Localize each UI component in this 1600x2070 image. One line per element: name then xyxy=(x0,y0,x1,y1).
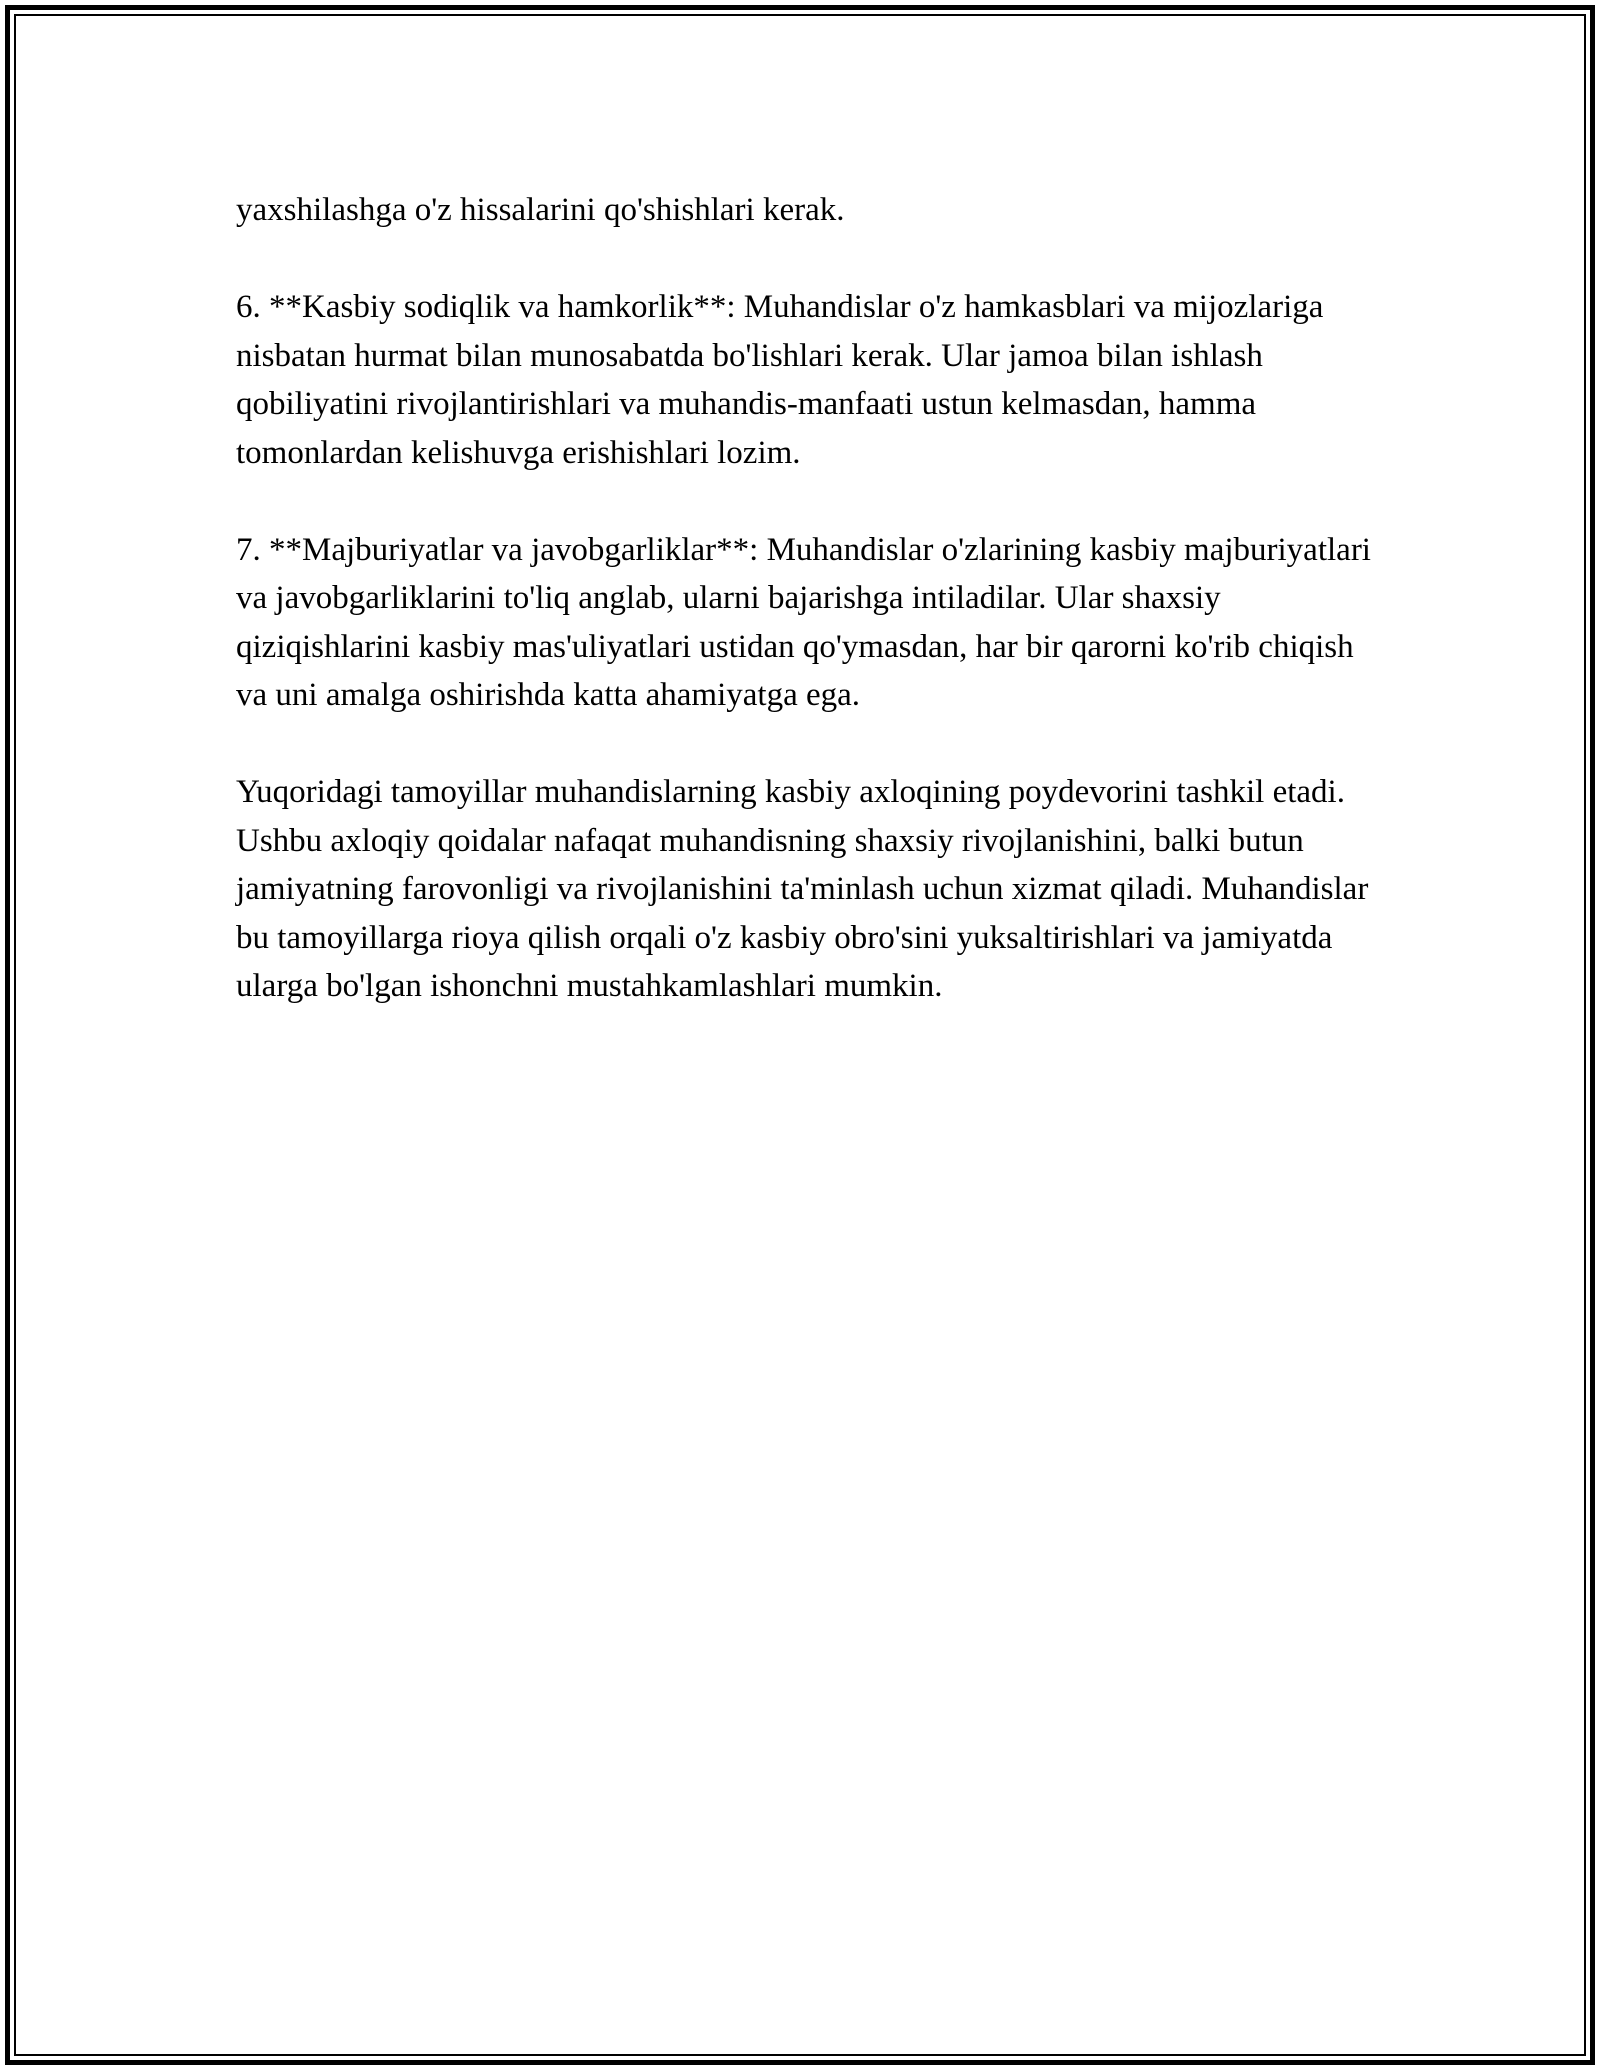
paragraph-conclusion: Yuqoridagi tamoyillar muhandislarning kasbiy axloqining poydevorini tashkil etadi. Ushbu axloqiy qoidalar nafaqat muhandisning shaxsiy rivojlanishini, balki butun jamiyatning farovonligi va rivojlanishini ta'minlash uchun xizmat qiladi. Muhandislar bu tamoyillarga rioya qilish orqali o'z kasbiy obro'sini yuksaltirishlari va jamiyatda ularga bo'lgan ishonchni mustahkamlashlari mumkin. xyxy=(236,774,1369,1004)
document-body xyxy=(236,186,1386,1059)
paragraph-item-7: 7. **Majburiyatlar va javobgarliklar**: Muhandislar o'zlarining kasbiy majburiyatlari va javobgarliklarini to'liq anglab, ularni bajarishga intiladilar. Ular shaxsiy qiziqishlarini kasbiy mas'uliyatlari ustidan qo'ymasdan, har bir qarorni ko'rib chiqish va uni amalga oshirishda katta ahamiyatga ega. xyxy=(236,531,1371,713)
paragraph-continuation: yaxshilashga o'z hissalarini qo'shishlari kerak. xyxy=(236,192,845,228)
paragraph-item-6: 6. **Kasbiy sodiqlik va hamkorlik**: Muhandislar o'z hamkasblari va mijozlariga nisbatan hurmat bilan munosabatda bo'lishlari kerak. Ular jamoa bilan ishlash qobiliyatini rivojlantirishlari va muhandis-manfaati ustun kelmasdan, hamma tomonlardan kelishuvga erishishlari lozim. xyxy=(236,289,1324,471)
